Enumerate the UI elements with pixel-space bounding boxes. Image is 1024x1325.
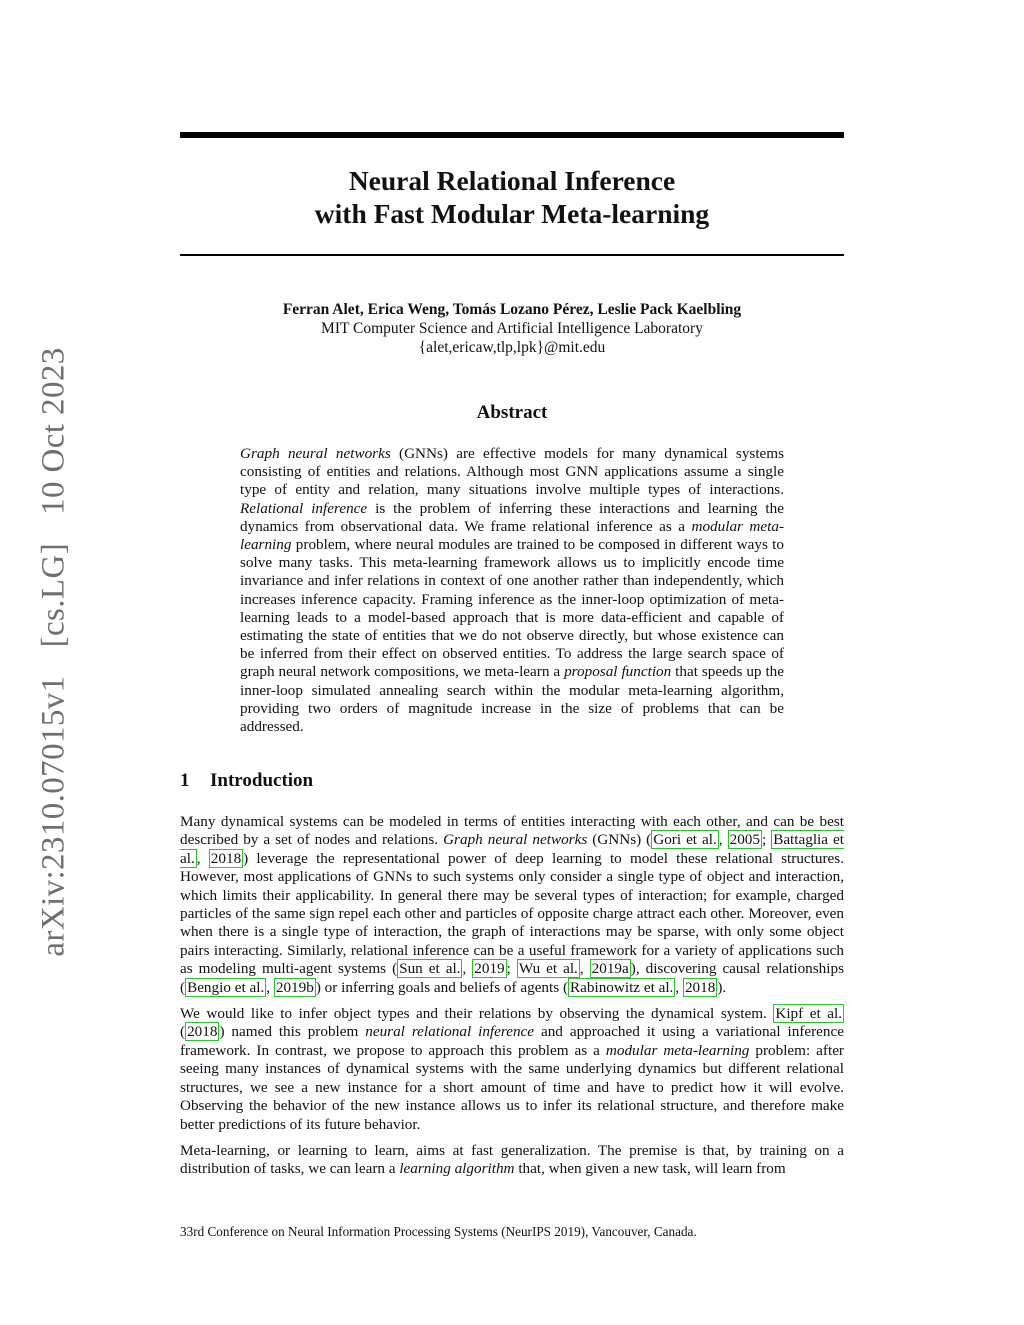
title-top-rule: [180, 132, 844, 138]
citation-year-link[interactable]: 2019: [474, 960, 505, 978]
title-line-1: Neural Relational Inference: [348, 165, 676, 196]
italic-term: Graph neural networks: [443, 831, 588, 849]
author-block: [180, 300, 844, 357]
paper-title: [180, 164, 844, 230]
text-span: ).: [717, 978, 727, 996]
abstract-term-relational-inference: Relational inference: [240, 499, 368, 517]
author-email: {alet,ericaw,tlp,lpk}@mit.edu: [418, 339, 606, 356]
abstract-term-gnn: Graph neural networks: [240, 445, 391, 462]
section-title: Introduction: [210, 770, 314, 791]
paragraph-2: [180, 1005, 844, 1134]
citation-year-link[interactable]: 2018: [210, 849, 242, 867]
text-span: (GNNs) (: [587, 831, 652, 849]
abstract-term-modular-meta-learning: modular meta-learning: [240, 517, 784, 554]
abstract-heading: Abstract: [476, 402, 548, 423]
text-span: ,: [579, 960, 590, 978]
text-span: Many dynamical systems can be modeled in terms of entities interacting with each other, and can be best described by a set of nodes and relations.: [180, 813, 844, 849]
text-span: ) or inferring goals and beliefs of agents (: [315, 978, 569, 996]
arxiv-date: 10 Oct 2023: [35, 347, 72, 515]
author-affiliation: MIT Computer Science and Artificial Intelligence Laboratory: [321, 320, 703, 337]
citation-year-link[interactable]: 2005: [729, 831, 760, 849]
text-span: that, when given a new task, will learn from: [514, 1160, 786, 1178]
text-span: ;: [506, 960, 517, 978]
abstract-text: [240, 445, 784, 736]
section-number: 1: [180, 770, 190, 791]
text-span: Meta-learning, or learning to learn, aims at fast generalization. The premise is that, by training on a distribution of tasks, we can learn a: [180, 1141, 844, 1178]
text-span: ) named this problem: [219, 1023, 366, 1041]
section-heading-introduction: [180, 770, 313, 792]
citation-link[interactable]: Gori et al.: [653, 831, 717, 849]
title-line-2: with Fast Modular Meta-learning: [314, 198, 710, 229]
text-span: We would like to infer object types and their relations by observing the dynamical system.: [180, 1005, 774, 1023]
citation-year-link[interactable]: 2018: [187, 1023, 218, 1041]
text-span: problem: after seeing many instances of dynamical systems with the same underlying dynamics but different relational structures, we see a new instance for a short amount of time and have to predict how it will evolve. Observing the behavior of the new instance allows us to infer its relational structure, and therefore make better predictions of its future behavior.: [180, 1041, 844, 1133]
text-span: ,: [462, 960, 473, 978]
paragraph-3: [180, 1142, 844, 1179]
introduction-body: [180, 813, 844, 1187]
text-span: ,: [266, 978, 274, 996]
abstract-span: (GNNs) are effective models for many dynamical systems consisting of entities and relations. Although most GNN applications assume a single type of entity and relation, many situations involve multiple types of interactions.: [240, 445, 785, 499]
arxiv-category: [cs.LG]: [35, 542, 72, 648]
citation-link[interactable]: Kipf et al.: [775, 1005, 843, 1023]
citation-link[interactable]: Wu et al.: [518, 960, 578, 978]
text-span: ;: [761, 831, 772, 849]
conference-footnote: 33rd Conference on Neural Information Processing Systems (NeurIPS 2019), Vancouver, Canada.: [180, 1224, 697, 1239]
citation-link[interactable]: Battaglia et al.: [180, 831, 844, 867]
citation-link[interactable]: Rabinowitz et al.: [570, 978, 674, 996]
text-span: ), discovering causal relationships (: [180, 960, 844, 996]
citation-link[interactable]: Bengio et al.: [187, 978, 265, 996]
italic-term: neural relational inference: [365, 1023, 535, 1041]
citation-year-link[interactable]: 2019b: [275, 978, 314, 996]
italic-term: learning algorithm: [399, 1160, 515, 1178]
author-names: Ferran Alet, Erica Weng, Tomás Lozano Pérez, Leslie Pack Kaelbling: [282, 301, 742, 318]
citation-year-link[interactable]: 2018: [684, 978, 716, 996]
abstract-span: problem, where neural modules are trained to be composed in different ways to solve many tasks. This meta-learning framework allows us to implicitly encode time invariance and infer relations in context of one another rather than independently, which increases inference capacity. Framing inference as the inner-loop optimization of meta-learning leads to a model-based approach that is more data-efficient and capable of estimating the state of entities that we do not observe directly, but whose existence can be inferred from their effect on observed entities. To address the large search space of graph neural network compositions, we meta-learn a: [240, 536, 784, 681]
citation-link[interactable]: Sun et al.: [399, 960, 461, 978]
abstract-term-proposal-function: proposal function: [564, 663, 672, 681]
italic-term: modular meta-learning: [605, 1041, 750, 1059]
text-span: (: [180, 1023, 186, 1041]
title-bottom-rule: [180, 254, 844, 256]
arxiv-identifier-sidebar: [36, 333, 73, 970]
text-span: ,: [718, 831, 728, 849]
text-span: ,: [675, 978, 683, 996]
text-span: ) leverage the representational power of deep learning to model these relational structures. However, most applications of GNNs to such systems only consider a single type of object and interaction, which limits their applicability. In general there may be several types of interaction; for example, charged particles of the same sign repel each other and particles of opposite charge attract each other. Moreover, even when there is a single type of interaction, the graph of interactions may be sparse, with only some object pairs interacting. Similarly, relational inference can be a useful framework for a variety of applications such as modeling multi-agent systems (: [180, 849, 844, 978]
citation-year-link[interactable]: 2019a: [591, 960, 629, 978]
text-span: and approached it using a variational inference framework. In contrast, we propose to approach this problem as a: [180, 1023, 844, 1059]
abstract-span: is the problem of inferring these interactions and learning the dynamics from observational data. We frame relational inference as a: [240, 499, 784, 535]
abstract-span: that speeds up the inner-loop simulated annealing search within the modular meta-learning algorithm, providing two orders of magnitude increase in the size of problems that can be addressed.: [240, 663, 785, 736]
arxiv-id: arXiv:2310.07015v1: [35, 675, 72, 957]
text-span: ,: [196, 849, 209, 867]
paragraph-1: [180, 813, 844, 997]
